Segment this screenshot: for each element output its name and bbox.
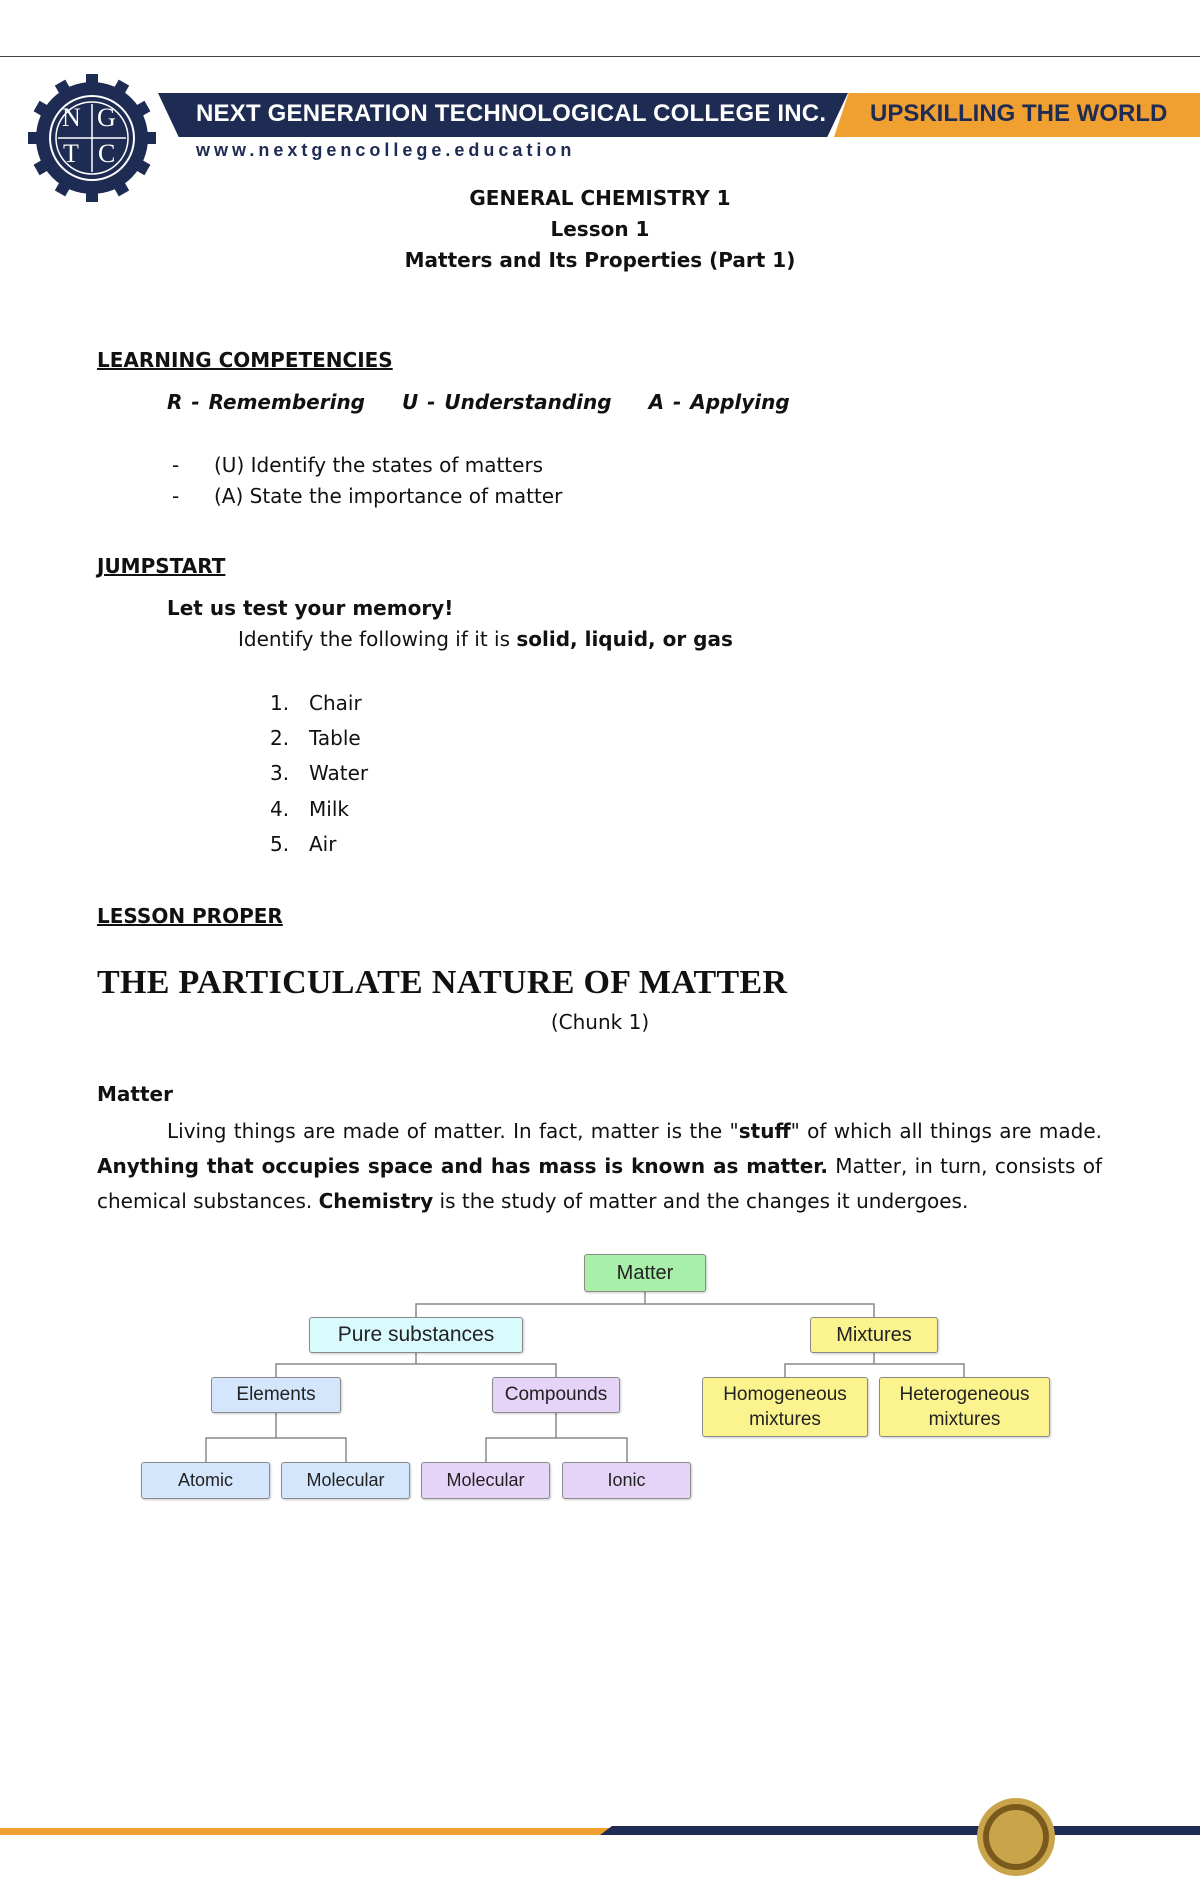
node-ionic: Ionic	[562, 1462, 691, 1499]
node-atomic: Atomic	[141, 1462, 270, 1499]
list-item: - (U) Identify the states of matters	[172, 453, 544, 477]
node-pure-substances: Pure substances	[309, 1317, 523, 1353]
list-item: 1. Chair	[270, 691, 362, 715]
list-item: 3. Water	[270, 761, 369, 786]
footer-seal	[975, 1796, 1057, 1878]
legend-understanding: U - Understanding	[401, 390, 612, 414]
node-mixtures: Mixtures	[810, 1317, 938, 1353]
list-item: - (A) State the importance of matter	[172, 484, 563, 508]
footer-navy-bar	[600, 1826, 1200, 1835]
lesson-title: THE PARTICULATE NATURE OF MATTER	[97, 964, 788, 1001]
lesson-number: Lesson 1	[550, 217, 650, 241]
matter-heading: Matter	[97, 1082, 173, 1106]
website-link[interactable]: www.nextgencollege.education	[196, 140, 576, 160]
node-compounds: Compounds	[492, 1377, 620, 1413]
node-elements: Elements	[211, 1377, 341, 1413]
jumpstart-heading: JUMPSTART	[97, 554, 226, 578]
lesson-topic: Matters and Its Properties (Part 1)	[404, 248, 796, 272]
node-molecular-element: Molecular	[281, 1462, 410, 1499]
matter-paragraph: Living things are made of matter. In fact, matter is the "stuff" of which all things are made. Anything that occupies space and has mass is known as matter. Matter, in turn, consists of chemical substances. Chemistry is the study of matter and the changes it undergoes.	[97, 1119, 1102, 1213]
legend-remembering: R - Remembering	[167, 390, 365, 414]
legend-applying: A - Applying	[648, 390, 790, 414]
list-item: 5. Air	[270, 831, 337, 856]
jumpstart-instruction: Identify the following if it is solid, liquid, or gas	[238, 627, 733, 651]
chunk-label: (Chunk 1)	[550, 1010, 650, 1034]
logo-letter-n: N	[62, 103, 81, 132]
jumpstart-prompt: Let us test your memory!	[167, 596, 454, 620]
node-heterogeneous: Heterogeneous mixtures	[879, 1377, 1050, 1437]
node-molecular-compound: Molecular	[421, 1462, 550, 1499]
competencies-heading: LEARNING COMPETENCIES	[97, 348, 393, 372]
course-title: GENERAL CHEMISTRY 1	[469, 186, 731, 210]
logo-letter-g: G	[97, 103, 116, 132]
node-homogeneous: Homogeneous mixtures	[702, 1377, 868, 1437]
node-matter: Matter	[584, 1254, 706, 1292]
college-name: NEXT GENERATION TECHNOLOGICAL COLLEGE INC.	[196, 100, 827, 127]
list-item: 2. Table	[270, 726, 361, 751]
lesson-heading: LESSON PROPER	[97, 904, 283, 928]
logo-letter-c: C	[98, 139, 116, 168]
logo-letter-t: T	[63, 139, 79, 168]
list-item: 4. Milk	[270, 796, 349, 821]
tagline: UPSKILLING THE WORLD	[870, 100, 1168, 127]
